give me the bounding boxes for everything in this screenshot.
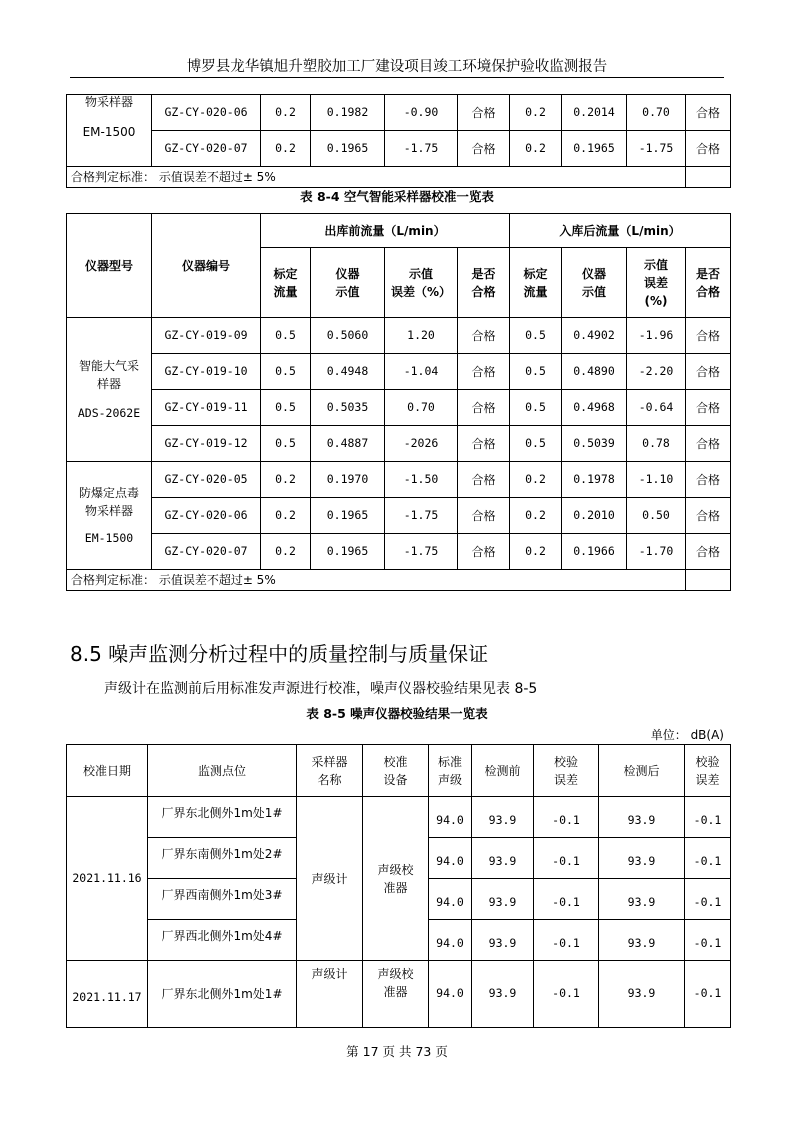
header-date: 校准日期 — [67, 745, 148, 797]
pass-cell: 合格 — [458, 318, 510, 354]
header-before-group: 出库前流量（L/min） — [261, 214, 510, 248]
std-level-cell: 94.0 — [429, 797, 472, 838]
header-after-group: 入库后流量（L/min） — [510, 214, 731, 248]
table-8-4-caption: 表 8-4 空气智能采样器校准一览表 — [300, 189, 494, 204]
before-cell: 93.9 — [472, 838, 534, 879]
error-cell: 0.78 — [627, 426, 686, 462]
after-cell: 93.9 — [599, 838, 685, 879]
std-level-cell: 94.0 — [429, 838, 472, 879]
std-flow-cell: 0.2 — [261, 498, 311, 534]
table-row — [67, 354, 731, 390]
instrument-cell: 声级计 — [297, 797, 363, 961]
std-flow-cell: 0.5 — [261, 390, 311, 426]
std-level-cell: 94.0 — [429, 879, 472, 920]
header-after: 检测后 — [599, 745, 685, 797]
error-cell: -1.10 — [627, 462, 686, 498]
table-header-row — [67, 214, 731, 248]
header-reading: 仪器 示值 — [562, 248, 627, 318]
error-cell: -0.1 — [534, 797, 599, 838]
date-cell: 2021.11.16 — [67, 797, 148, 961]
table-8-4 — [66, 213, 731, 591]
table-row — [67, 95, 731, 131]
pass-cell: 合格 — [458, 390, 510, 426]
table-row — [67, 797, 731, 838]
header-std-level: 标准 声级 — [429, 745, 472, 797]
header-instrument: 采样器 名称 — [297, 745, 363, 797]
reading-cell: 0.1966 — [562, 534, 627, 570]
std-flow-cell: 0.2 — [510, 95, 562, 131]
error-cell: -0.1 — [534, 961, 599, 1028]
std-flow-cell: 0.5 — [261, 318, 311, 354]
location-cell: 厂界东北侧外1m处1# — [148, 961, 297, 1028]
error-cell: 1.20 — [385, 318, 458, 354]
std-flow-cell: 0.2 — [261, 95, 311, 131]
report-header-title: 博罗县龙华镇旭升塑胶加工厂建设项目竣工环境保护验收监测报告 — [186, 59, 608, 75]
reading-cell: 0.1965 — [311, 498, 385, 534]
error-cell: -2026 — [385, 426, 458, 462]
error-cell: -2.20 — [627, 354, 686, 390]
header-std-flow: 标定 流量 — [510, 248, 562, 318]
std-flow-cell: 0.5 — [510, 390, 562, 426]
serial-cell: GZ-CY-019-11 — [152, 390, 261, 426]
table-continuation — [66, 94, 731, 188]
header-rule — [70, 77, 724, 78]
pass-cell: 合格 — [686, 426, 731, 462]
pass-cell: 合格 — [458, 426, 510, 462]
std-flow-cell: 0.2 — [510, 462, 562, 498]
location-cell: 厂界东北侧外1m处1# — [148, 797, 297, 838]
std-flow-cell: 0.2 — [510, 498, 562, 534]
reading-cell: 0.5035 — [311, 390, 385, 426]
header-error: 示值 误差（%） — [385, 248, 458, 318]
std-level-cell: 94.0 — [429, 961, 472, 1028]
error-cell: -1.70 — [627, 534, 686, 570]
header-reading: 仪器 示值 — [311, 248, 385, 318]
header-before: 检测前 — [472, 745, 534, 797]
table-footer-row — [67, 570, 731, 591]
error-cell: -1.96 — [627, 318, 686, 354]
std-flow-cell: 0.5 — [510, 318, 562, 354]
pass-cell: 合格 — [458, 462, 510, 498]
pass-cell: 合格 — [458, 131, 510, 167]
error-cell: -0.1 — [685, 838, 731, 879]
reading-cell: 0.1970 — [311, 462, 385, 498]
pass-cell: 合格 — [686, 534, 731, 570]
header-serial: 仪器编号 — [152, 214, 261, 318]
reading-cell: 0.1982 — [311, 95, 385, 131]
serial-cell: GZ-CY-019-09 — [152, 318, 261, 354]
error-cell: -1.75 — [385, 498, 458, 534]
error-cell: -0.1 — [685, 797, 731, 838]
error-cell: 0.70 — [627, 95, 686, 131]
reading-cell: 0.4968 — [562, 390, 627, 426]
error-cell: -1.75 — [385, 534, 458, 570]
reading-cell: 0.4887 — [311, 426, 385, 462]
pass-cell: 合格 — [686, 390, 731, 426]
table-header-row — [67, 745, 731, 797]
model-cell — [67, 318, 152, 462]
reading-cell: 0.1978 — [562, 462, 627, 498]
model-line: 物采样器 — [84, 503, 133, 518]
serial-cell: GZ-CY-020-06 — [152, 95, 261, 131]
model-line: 样器 — [96, 376, 121, 391]
header-model: 仪器型号 — [67, 214, 152, 318]
section-paragraph: 声级计在监测前后用标准发声源进行校准，噪声仪器校验结果见表 8-5 — [104, 681, 538, 697]
header-location: 监测点位 — [148, 745, 297, 797]
serial-cell: GZ-CY-020-05 — [152, 462, 261, 498]
page-number: 第 17 页 共 73 页 — [346, 1044, 448, 1059]
std-flow-cell: 0.2 — [510, 131, 562, 167]
device-cell: 声级校 准器 — [363, 797, 429, 961]
table-row — [67, 534, 731, 570]
table-row — [67, 426, 731, 462]
after-cell: 93.9 — [599, 920, 685, 961]
table-row — [67, 390, 731, 426]
table-8-5-caption: 表 8-5 噪声仪器校验结果一览表 — [306, 706, 488, 721]
model-line: EM-1500 — [82, 125, 136, 139]
empty-cell — [686, 167, 731, 188]
unit-label: 单位： dB(A) — [650, 728, 724, 742]
reading-cell: 0.1965 — [311, 534, 385, 570]
location-cell: 厂界东南侧外1m处2# — [148, 838, 297, 879]
header-error-after: 校验 误差 — [685, 745, 731, 797]
reading-cell: 0.4948 — [311, 354, 385, 390]
location-cell: 厂界西南侧外1m处3# — [148, 879, 297, 920]
std-flow-cell: 0.5 — [261, 426, 311, 462]
table-row — [67, 498, 731, 534]
std-level-cell: 94.0 — [429, 920, 472, 961]
pass-cell: 合格 — [686, 498, 731, 534]
pass-criteria: 合格判定标准： 示值误差不超过± 5% — [67, 167, 686, 188]
header-pass: 是否 合格 — [458, 248, 510, 318]
std-flow-cell: 0.5 — [510, 354, 562, 390]
pass-cell: 合格 — [458, 354, 510, 390]
pass-cell: 合格 — [686, 462, 731, 498]
pass-cell: 合格 — [686, 95, 731, 131]
table-row — [67, 318, 731, 354]
before-cell: 93.9 — [472, 797, 534, 838]
error-cell: 0.50 — [627, 498, 686, 534]
std-flow-cell: 0.2 — [261, 131, 311, 167]
error-cell: -1.75 — [627, 131, 686, 167]
before-cell: 93.9 — [472, 879, 534, 920]
after-cell: 93.9 — [599, 961, 685, 1028]
serial-cell: GZ-CY-020-07 — [152, 534, 261, 570]
error-cell: 0.70 — [385, 390, 458, 426]
error-cell: -0.1 — [685, 961, 731, 1028]
std-flow-cell: 0.2 — [510, 534, 562, 570]
after-cell: 93.9 — [599, 879, 685, 920]
model-line: 防爆定点毒 — [78, 485, 139, 500]
error-cell: -1.50 — [385, 462, 458, 498]
reading-cell: 0.1965 — [562, 131, 627, 167]
reading-cell: 0.2010 — [562, 498, 627, 534]
serial-cell: GZ-CY-019-12 — [152, 426, 261, 462]
serial-cell: GZ-CY-019-10 — [152, 354, 261, 390]
pass-cell: 合格 — [686, 354, 731, 390]
header-pass: 是否 合格 — [686, 248, 731, 318]
after-cell: 93.9 — [599, 797, 685, 838]
before-cell: 93.9 — [472, 920, 534, 961]
reading-cell: 0.4902 — [562, 318, 627, 354]
error-cell: -0.1 — [685, 879, 731, 920]
reading-cell: 0.4890 — [562, 354, 627, 390]
pass-cell: 合格 — [686, 318, 731, 354]
model-cell — [67, 95, 152, 167]
before-cell: 93.9 — [472, 961, 534, 1028]
header-error-before: 校验 误差 — [534, 745, 599, 797]
error-cell: -0.1 — [685, 920, 731, 961]
table-footer-row — [67, 167, 731, 188]
error-cell: -1.04 — [385, 354, 458, 390]
model-cell — [67, 462, 152, 570]
device-cell: 声级校 准器 — [363, 961, 429, 1028]
std-flow-cell: 0.2 — [261, 462, 311, 498]
error-cell: -0.1 — [534, 879, 599, 920]
pass-cell: 合格 — [458, 498, 510, 534]
model-line: 物采样器 — [84, 95, 133, 109]
serial-cell: GZ-CY-020-07 — [152, 131, 261, 167]
reading-cell: 0.1965 — [311, 131, 385, 167]
error-cell: -0.64 — [627, 390, 686, 426]
table-8-5 — [66, 744, 731, 1028]
section-heading-8-5: 8.5 噪声监测分析过程中的质量控制与质量保证 — [70, 642, 489, 666]
model-line: ADS-2062E — [77, 405, 141, 420]
std-flow-cell: 0.5 — [510, 426, 562, 462]
date-cell: 2021.11.17 — [67, 961, 148, 1028]
error-cell: -0.1 — [534, 838, 599, 879]
reading-cell: 0.2014 — [562, 95, 627, 131]
error-cell: -0.1 — [534, 920, 599, 961]
header-std-flow: 标定 流量 — [261, 248, 311, 318]
reading-cell: 0.5039 — [562, 426, 627, 462]
std-flow-cell: 0.2 — [261, 534, 311, 570]
table-row — [67, 131, 731, 167]
model-line: 智能大气采 — [78, 358, 139, 373]
location-cell: 厂界西北侧外1m处4# — [148, 920, 297, 961]
error-cell: -1.75 — [385, 131, 458, 167]
table-row — [67, 462, 731, 498]
pass-cell: 合格 — [458, 95, 510, 131]
instrument-cell: 声级计 — [297, 961, 363, 1028]
empty-cell — [686, 570, 731, 591]
header-device: 校准 设备 — [363, 745, 429, 797]
model-line: EM-1500 — [84, 530, 134, 545]
serial-cell: GZ-CY-020-06 — [152, 498, 261, 534]
pass-cell: 合格 — [686, 131, 731, 167]
std-flow-cell: 0.5 — [261, 354, 311, 390]
header-error: 示值 误差 (%) — [627, 248, 686, 318]
pass-cell: 合格 — [458, 534, 510, 570]
error-cell: -0.90 — [385, 95, 458, 131]
table-row — [67, 961, 731, 1028]
pass-criteria: 合格判定标准： 示值误差不超过± 5% — [67, 570, 686, 591]
reading-cell: 0.5060 — [311, 318, 385, 354]
